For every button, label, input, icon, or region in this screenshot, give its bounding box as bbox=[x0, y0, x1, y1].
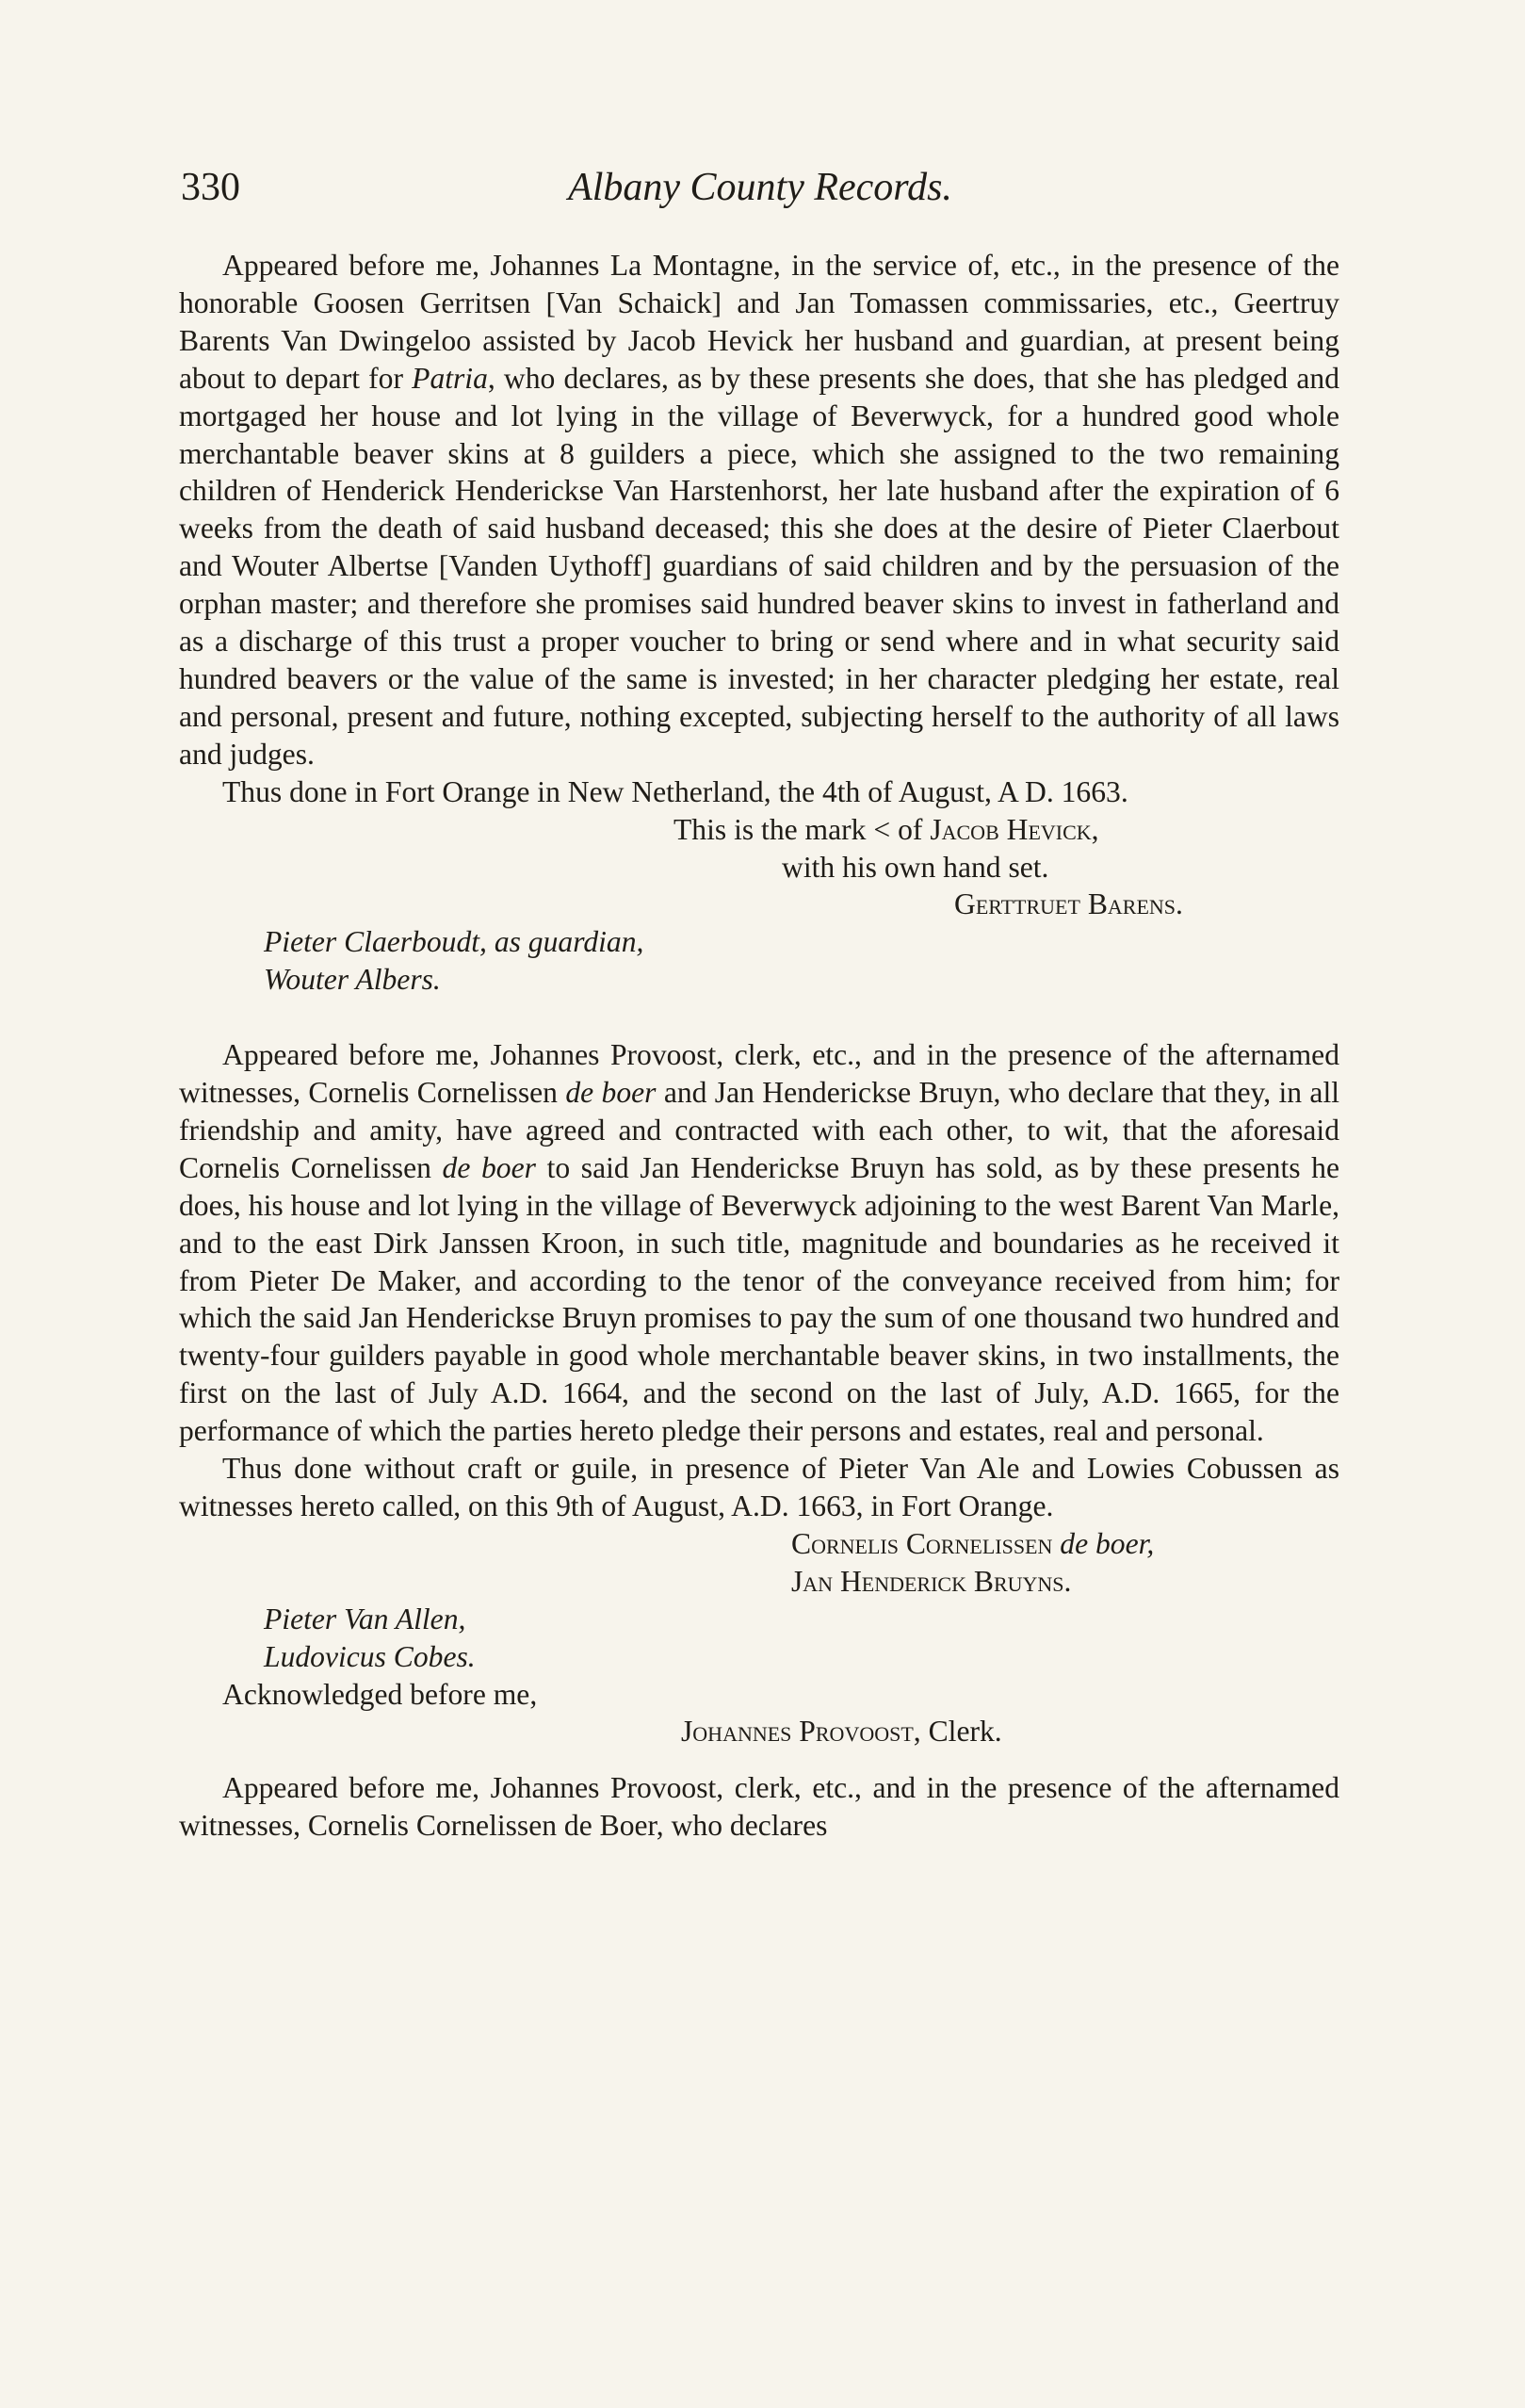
entry2-text-b: and Jan Henderickse Bruyn, who declare that they, in all friendship and amity, have agreed and contracted with each other, to wit, that the aforesaid Cornelis Cornelissen bbox=[179, 1076, 1339, 1184]
witness-claerboudt: Pieter Claerboudt, as guardian, bbox=[264, 925, 644, 959]
entry1-patria: Patria bbox=[412, 361, 488, 395]
sig-cornelissen-name: Cornelis Cornelissen bbox=[791, 1526, 1053, 1560]
clerk-title: Clerk. bbox=[928, 1715, 1002, 1749]
page-body bbox=[179, 247, 1339, 1845]
entry2-text-c: to said Jan Henderickse Bruyn has sold, as by these presents he does, his house and lot lying in the village of Beverwyck adjoining to the west Barent Van Marle, and to the east Dirk Janssen Kroon, in such title, magnitude and boundaries as he received it from Pieter De Maker, and according to the tenor of the conveyance received from him; for which the said Jan Henderickse Bruyn promises to pay the sum of one thousand two hundred and twenty-four guilders payable in good whole merchantable beaver skins, in two installments, the first on the last of July A.D. 1664, and the second on the last of July, A.D. 1665, for the performance of which the parties hereto pledge their persons and estates, real and personal. bbox=[179, 1150, 1339, 1448]
entry3-paragraph: Appeared before me, Johannes Provoost, clerk, etc., and in the presence of the afternamed witnesses, Cornelis Cornelissen de Boer, who declares bbox=[179, 1771, 1339, 1843]
entry1-dating: Thus done in Fort Orange in New Netherland, the 4th of August, A D. 1663. bbox=[222, 774, 1128, 808]
clerk-name: Johannes Provoost, bbox=[681, 1715, 921, 1749]
running-title: Albany County Records. bbox=[568, 166, 952, 209]
clerk-signature bbox=[179, 1713, 1339, 1750]
witness-albers: Wouter Albers. bbox=[264, 963, 441, 997]
mark-line-2: with his own hand set. bbox=[782, 850, 1049, 884]
entry1-paragraph bbox=[179, 247, 1339, 773]
page-number: 330 bbox=[181, 166, 240, 209]
entry1-text-a: Appeared before me, Johannes La Montagne, in the service of, etc., in the presence of the honorable Goosen Gerritsen [Van Schaick] and Jan Tomassen commissaries, etc., Geertruy Barents Van Dwingeloo assisted by Jacob Hevick her husband and guardian, at present being about to depart for bbox=[179, 249, 1339, 395]
signature-cornelissen bbox=[179, 1525, 1339, 1563]
entry2-paragraph bbox=[179, 1036, 1339, 1450]
witness-cobes: Ludovicus Cobes. bbox=[264, 1639, 476, 1673]
entry2-text-a: Appeared before me, Johannes Provoost, clerk, etc., and in the presence of the afternamed witnesses, Cornelis Cornelissen bbox=[179, 1038, 1339, 1110]
mark-of: of bbox=[898, 812, 923, 846]
witness-van-allen: Pieter Van Allen, bbox=[264, 1602, 466, 1635]
entry2-de-boer-1: de boer bbox=[565, 1076, 657, 1110]
mark-line bbox=[179, 811, 1339, 849]
signature-bruyns: Jan Henderick Bruyns. bbox=[791, 1564, 1072, 1598]
acknowledgement: Acknowledged before me, bbox=[222, 1677, 538, 1711]
signature-gerttruet: Gerttruet Barens. bbox=[954, 887, 1183, 921]
entry1-text-b: , who declares, as by these presents she does, that she has pledged and mortgaged her house and lot lying in the village of Beverwyck, for a hundred good whole merchantable beaver skins at 8 guilders a piece, which she assigned to the two remaining children of Henderick Henderickse Van Harstenhorst, her late husband after the expiration of 6 weeks from the death of said husband deceased; this she does at the desire of Pieter Claerbout and Wouter Albertse [Vanden Uythoff] guardians of said children and by the persuasion of the orphan master; and therefore she promises said hundred beaver skins to invest in fatherland and as a discharge of this trust a proper voucher to bring or send where and in what security said hundred beavers or the value of the same is invested; in her character pledging her estate, real and personal, present and future, nothing excepted, subjecting herself to the authority of all laws and judges. bbox=[179, 361, 1339, 771]
entry2-dating: Thus done without craft or guile, in presence of Pieter Van Ale and Lowies Cobussen as witnesses hereto called, on this 9th of August, A.D. 1663, in Fort Orange. bbox=[179, 1452, 1339, 1522]
mark-symbol: < bbox=[873, 812, 891, 846]
entry2-de-boer-2: de boer bbox=[442, 1150, 536, 1184]
mark-text: This is the mark bbox=[673, 812, 867, 846]
sig-cornelissen-epithet: de boer, bbox=[1060, 1526, 1155, 1560]
mark-name: Jacob Hevick, bbox=[930, 812, 1099, 846]
page-header bbox=[181, 165, 1339, 221]
